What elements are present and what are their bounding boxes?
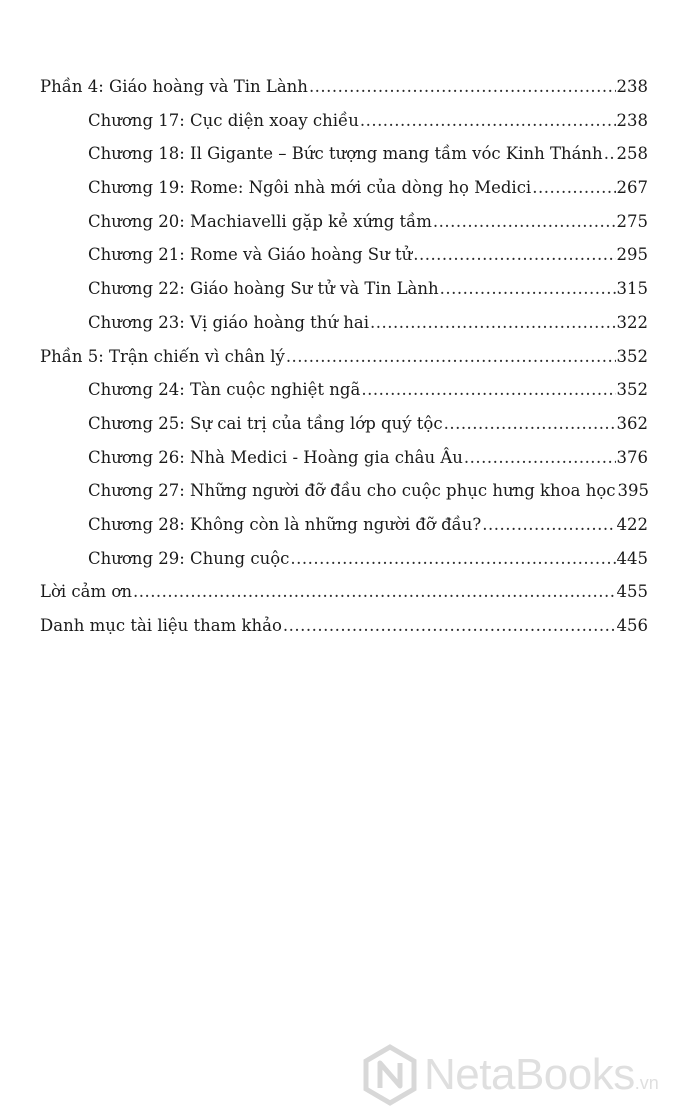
- toc-entry-title: Chương 24: Tàn cuộc nghiệt ngã: [88, 380, 361, 400]
- dot-leader: [604, 137, 616, 171]
- watermark: [362, 1040, 659, 1110]
- toc-entry-page-number: 352: [616, 346, 648, 366]
- toc-entry: [40, 205, 648, 239]
- toc-entry: [40, 272, 648, 306]
- toc-entry-title: Chương 27: Những người đỡ đầu cho cuộc phục hưng khoa học: [88, 481, 616, 501]
- toc-entry-page-number: 315: [616, 279, 648, 299]
- toc-entry-title: Lời cảm ơn: [40, 582, 132, 602]
- toc-entry-title: Chương 22: Giáo hoàng Sư tử và Tin Lành: [88, 279, 439, 299]
- dot-leader: [482, 508, 615, 542]
- toc-entry-title: Chương 23: Vị giáo hoàng thứ hai: [88, 312, 370, 332]
- toc-entry-title: Phần 4: Giáo hoàng và Tin Lành: [40, 77, 308, 96]
- dot-leader: [360, 104, 616, 138]
- watermark-brand: NetaBooks: [424, 1050, 635, 1099]
- dot-leader: [433, 205, 616, 239]
- dot-leader: [444, 407, 616, 441]
- toc-entry: [40, 542, 648, 576]
- table-of-contents: [40, 70, 648, 643]
- toc-entry-title: Chương 29: Chung cuộc: [88, 548, 290, 568]
- toc-entry-title: Chương 17: Cục diện xoay chiều: [88, 110, 359, 130]
- toc-entry-page-number: 267: [616, 178, 648, 198]
- dot-leader: [361, 373, 615, 407]
- toc-entry: [40, 70, 648, 104]
- toc-entry-page-number: 456: [616, 616, 648, 635]
- toc-entry-page-number: 275: [616, 211, 648, 231]
- toc-entry-title: Chương 21: Rome và Giáo hoàng Sư tử: [88, 245, 413, 265]
- toc-entry-title: Chương 20: Machiavelli gặp kẻ xứng tầm: [88, 211, 432, 231]
- toc-entry: [40, 340, 648, 374]
- toc-entry-title: Danh mục tài liệu tham khảo: [40, 616, 282, 635]
- toc-entry-page-number: 238: [616, 77, 648, 96]
- toc-entry-title: Phần 5: Trận chiến vì chân lý: [40, 346, 285, 366]
- toc-entry-page-number: 295: [616, 245, 648, 265]
- toc-entry-page-number: 322: [616, 312, 648, 332]
- toc-entry-page-number: 258: [616, 144, 648, 164]
- dot-leader: [283, 609, 616, 643]
- toc-entry: [40, 407, 648, 441]
- toc-entry-title: Chương 25: Sự cai trị của tầng lớp quý tộc: [88, 413, 443, 433]
- toc-entry: [40, 575, 648, 609]
- dot-leader: [464, 441, 616, 475]
- toc-entry-page-number: 238: [616, 110, 648, 130]
- toc-entry-page-number: 395: [617, 481, 649, 501]
- toc-entry: [40, 441, 648, 475]
- netabooks-logo-icon: [362, 1044, 418, 1106]
- toc-entry-title: Chương 28: Không còn là những người đỡ đầu?: [88, 514, 482, 534]
- toc-entry: [40, 104, 648, 138]
- toc-entry-title: Chương 26: Nhà Medici - Hoàng gia châu Âu: [88, 447, 463, 467]
- toc-entry: [40, 609, 648, 643]
- toc-entry: [40, 474, 648, 508]
- dot-leader: [309, 70, 616, 104]
- toc-entry: [40, 137, 648, 171]
- toc-entry: [40, 306, 648, 340]
- dot-leader: [286, 340, 616, 374]
- dot-leader: [532, 171, 615, 205]
- dot-leader: [290, 542, 615, 576]
- toc-entry-page-number: 455: [616, 582, 648, 602]
- toc-entry: [40, 171, 648, 205]
- toc-entry: [40, 508, 648, 542]
- toc-entry-page-number: 362: [616, 413, 648, 433]
- toc-entry: [40, 373, 648, 407]
- toc-entry-page-number: 352: [616, 380, 648, 400]
- toc-entry: [40, 238, 648, 272]
- toc-entry-page-number: 422: [616, 514, 648, 534]
- dot-leader: [133, 575, 616, 609]
- dot-leader: [370, 306, 615, 340]
- toc-entry-title: Chương 18: Il Gigante – Bức tượng mang tầm vóc Kinh Thánh: [88, 144, 603, 164]
- toc-entry-page-number: 376: [616, 447, 648, 467]
- toc-entry-page-number: 445: [616, 548, 648, 568]
- toc-entry-title: Chương 19: Rome: Ngôi nhà mới của dòng họ Medici: [88, 178, 532, 198]
- watermark-suffix: .vn: [634, 1073, 659, 1093]
- dot-leader: [440, 272, 616, 306]
- dot-leader: [413, 238, 615, 272]
